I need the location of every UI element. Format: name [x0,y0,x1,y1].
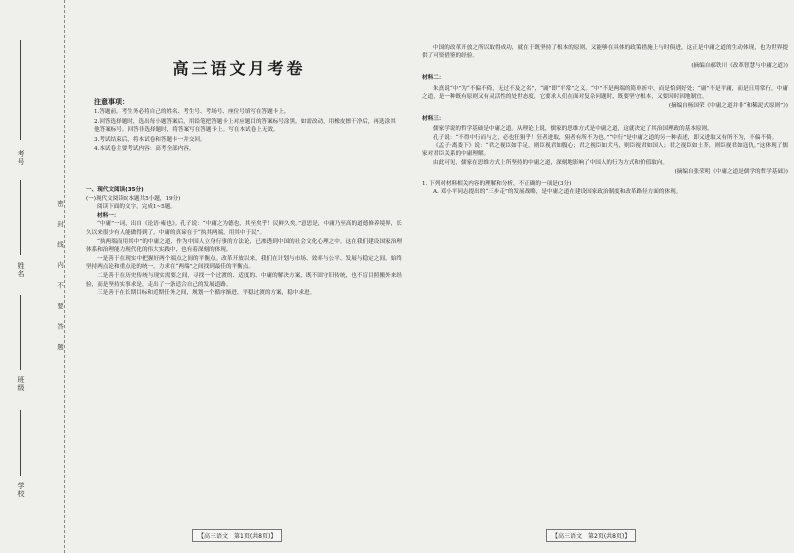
page-footer-left: 【高三语文 第1页(共8页)】 [192,529,282,542]
source-citation-3: (摘编自张荣明《中庸之道是儒学的哲学基础》) [674,169,788,176]
notes-list [94,108,400,155]
note-item: 1.答题前，考生务必将自己的姓名、考生号、考场号、座位号填写在答题卡上。 [94,109,290,115]
material1-label: 材料一： [97,212,120,219]
name-line [20,180,21,255]
material1-paragraph: 二是善于在历史传统与现实需要之间，寻找一个过渡的、适度的、中庸的解决方案，既不固守旧传统，也不盲目照搬外来经验，而是坚持实事求是，走出了一条适合自己的发展道路。 [86,272,402,288]
exam-no-label: 考号 [17,150,25,166]
section-sub-heading: (一)现代文阅读Ⅰ(本题共5小题，19分) [86,195,181,202]
name-label: 姓名 [17,262,25,278]
exam-no-line [20,40,21,140]
class-label: 班级 [17,376,25,392]
material1-paragraph: “执两端而用其中”的中庸之道，作为中国人立身行事的方法论，已渗透到中国的社会文化心理之中。这在我们建设国家治理体系和治理能力现代化的伟大实践中，也有着深刻的体现。 [86,238,402,254]
material1-paragraph: 一是善于在现实中把握好两个端点之间的平衡点。改革开放以来，我们在计划与市场、效率与公平、发展与稳定之间，始终坚持两点论和重点论的统一，力求在“两端”之间找到最佳的平衡点。 [86,255,402,271]
material3-paragraph: 儒家学说的哲学基础是中庸之道。从理论上说，儒家的思维方式是中庸之道，这就决定了其治国理政的基本原则。 [433,126,713,133]
material1-paragraph: “中庸”一词，出自《论语·雍也》。孔子说：“中庸之为德也，其至矣乎！民鲜久矣。”意思是，中庸乃至高的道德修养境界，长久以来很少有人能做得到了。中庸的真谛在于“执其两端，用其中于民”。 [86,221,402,236]
binding-margin [0,0,65,553]
source-citation-1: (摘编自郝铁川《改革智慧与中庸之道》) [691,62,788,69]
material1-continued: 中国的改革开放之所以取得成功，就在于既坚持了根本的原则，又能够在具体的政策措施上与时俱进，这正是中庸之道的生动体现，也为世界提供了可资借鉴的经验。 [422,45,788,60]
section-instruction: 阅读下面的文字，完成1~5题。 [97,204,176,211]
section-part-heading: 一、现代文阅读(35分) [86,187,144,193]
material3-label: 材料三： [422,115,445,122]
school-line [20,410,21,476]
question-1: 1. 下列对材料相关内容的理解和分析，不正确的一项是(3分) [422,180,572,187]
source-citation-2: (摘编自杨国荣《中庸之道并非“和稀泥式原则”》) [668,103,788,110]
exam-title: 高三语文月考卷 [172,59,306,78]
school-label: 学校 [17,482,25,498]
question-1-option-a: A. 邓小平同志提出的“三步走”的发展战略，是中庸之道在建设国家政治制度和改革路径方面的体现。 [433,189,682,196]
material3-paragraph: 由此可见，儒家在思维方式上所坚持的中庸之道，深刻地影响了中国人的行为方式和价值取向。 [433,159,668,166]
reading-section [86,186,402,298]
left-column [74,0,404,553]
material2-paragraph: 朱熹说“中”为“不偏不倚，无过不及之名”，“庸”即“平常”之义。“中”不是两端的简单折中，而是恰到好处；“庸”不是平庸，而是日用常行。中庸之道，是一种既有原则又有灵活性的处世态度，它要求人们在面对复杂问题时，既要坚守根本，又要因时因地制宜。 [422,85,788,101]
right-text [422,44,788,197]
seal-notice: 密封线内不要答题 [56,200,64,364]
page-footer-right: 【高三语文 第2页(共8页)】 [546,529,636,542]
note-item: 3.考试结束后，将本试卷和答题卡一并交回。 [94,136,206,143]
material3-paragraph: 孔子说：“不得中行而与之，必也狂狷乎！狂者进取，狷者有所不为也。”“中行”是中庸之道的另一种表述，即又进取又有所不为，不偏不倚。 [433,134,778,141]
notes-heading: 注意事项： [94,98,129,106]
right-column [422,0,790,553]
material3-paragraph: 《孟子·离娄下》说：“君之视臣如手足，则臣视君如腹心；君之视臣如犬马，则臣视君如国人；君之视臣如土芥，则臣视君如寇仇。”这体现了儒家对君臣关系的中庸理解。 [422,143,788,158]
class-line [20,295,21,370]
material1-paragraph: 三是善于在长期目标和近期任务之间，规划一个循序渐进、平稳过渡的方案，稳中求进。 [97,290,316,297]
note-item: 2.回答选择题时，选出每小题答案后，用铅笔把答题卡上对应题目的答案标号涂黑。如需改动，用橡皮擦干净后，再选涂其他答案标号。回答非选择题时，将答案写在答题卡上。写在本试卷上无效。 [94,118,396,134]
note-item: 4.本试卷主要考试内容：高考全部内容。 [94,146,195,153]
material2-label: 材料二： [422,75,445,82]
